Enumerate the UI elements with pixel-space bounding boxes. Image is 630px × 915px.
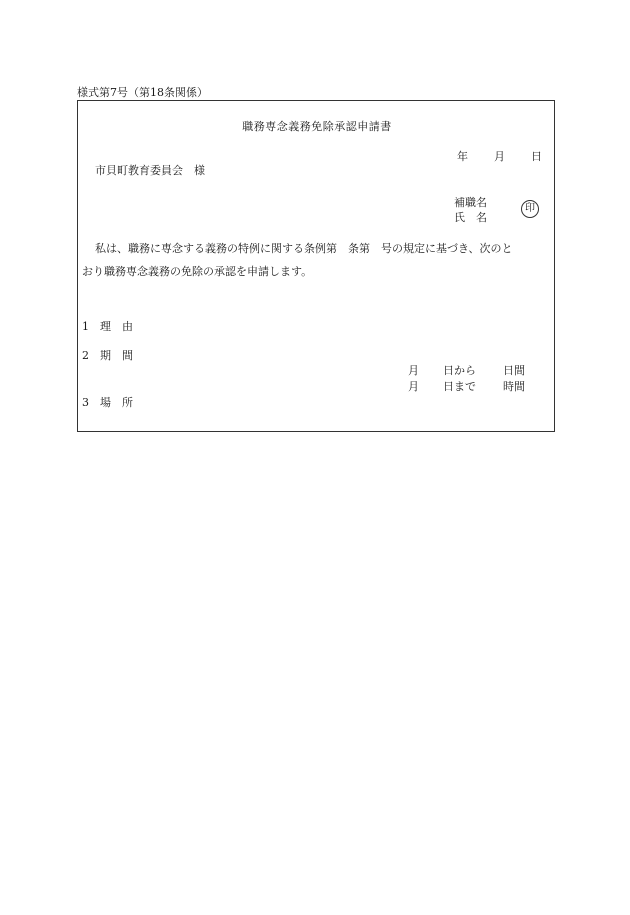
period-to-day: 日まで xyxy=(443,380,476,393)
period-to-row xyxy=(408,380,525,394)
period-to-month: 月 xyxy=(408,380,419,393)
request-text-line-2: おり職務専念義務の免除の承認を申請します。 xyxy=(82,265,313,278)
period-from-row xyxy=(408,364,525,378)
date-line xyxy=(457,150,542,164)
addressee: 市貝町教育委員会 様 xyxy=(95,164,205,177)
seal-mark: 印 xyxy=(521,200,539,218)
form-number-label: 様式第7号（第18条関係） xyxy=(77,86,208,99)
date-month-label: 月 xyxy=(494,150,505,163)
period-from-day: 日から xyxy=(443,364,476,377)
item-place: 3 場 所 xyxy=(82,396,133,409)
date-year-label: 年 xyxy=(457,150,468,163)
application-form-frame xyxy=(77,100,555,432)
period-days: 日間 xyxy=(503,364,525,377)
form-title: 職務専念義務免除承認申請書 xyxy=(242,120,392,133)
item-period: 2 期 間 xyxy=(82,349,133,362)
date-day-label: 日 xyxy=(531,150,542,163)
request-text-line-1: 私は、職務に専念する義務の特例に関する条例第 条第 号の規定に基づき、次のと xyxy=(95,242,513,255)
applicant-title-label: 補職名 xyxy=(454,196,487,209)
item-reason: 1 理 由 xyxy=(82,320,133,333)
period-from-month: 月 xyxy=(408,364,419,377)
period-hours: 時間 xyxy=(503,380,525,393)
applicant-name-label: 氏 名 xyxy=(454,211,487,224)
